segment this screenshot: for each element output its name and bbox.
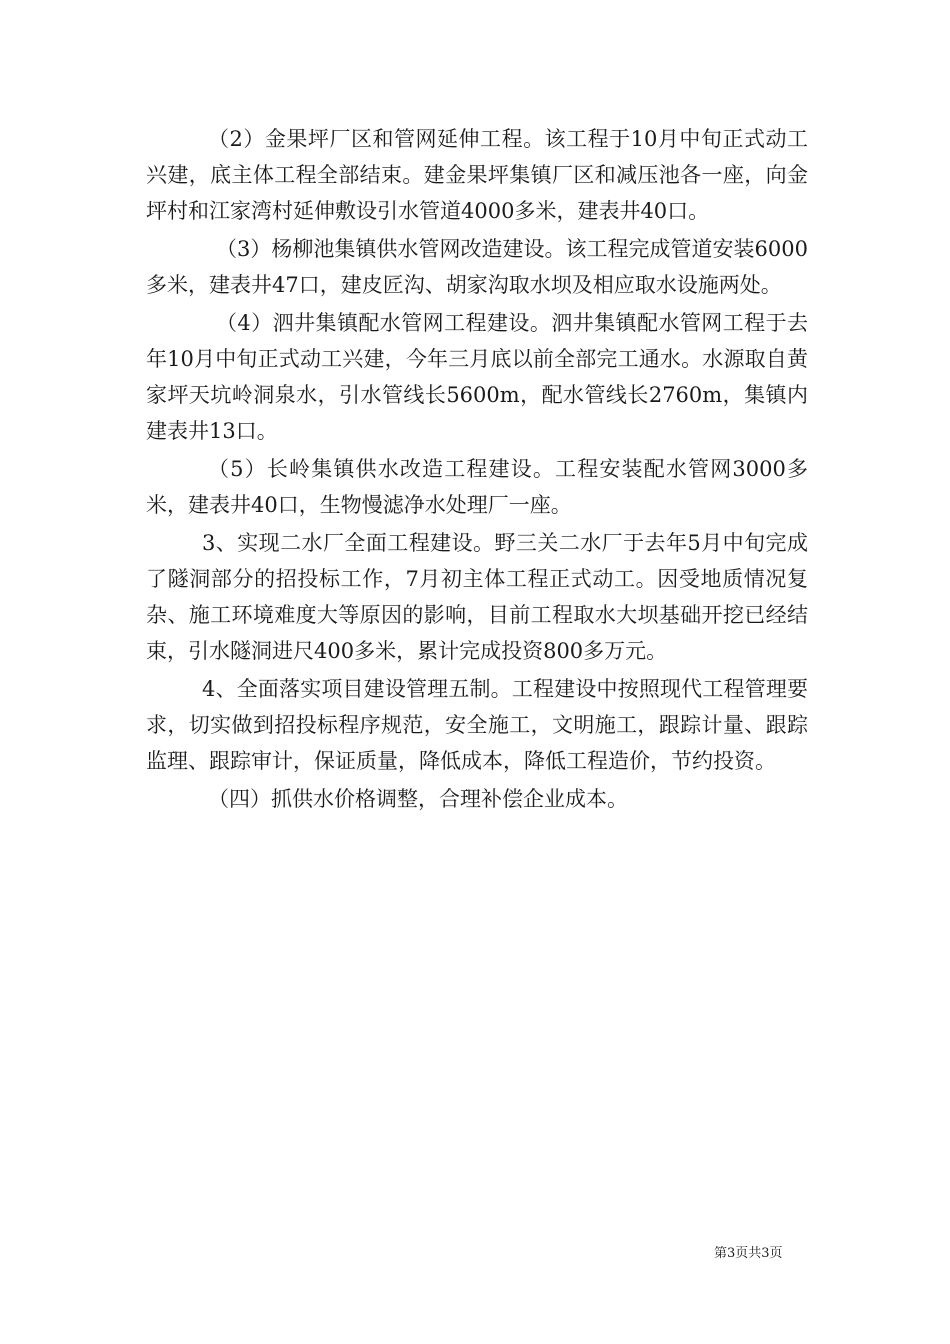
paragraph-yangliuchi-project: （3）杨柳池集镇供水管网改造建设。该工程完成管道安装6000多米，建表井47口，建皮匠沟、胡家沟取水坝及相应取水设施两处。: [146, 237, 808, 297]
paragraph-project-management: 4、全面落实项目建设管理五制。工程建设中按照现代工程管理要求，切实做到招投标程序规范，安全施工，文明施工，跟踪计量、跟踪监理、跟踪审计，保证质量，降低成本，降低工程造价，节约投资。: [146, 677, 808, 773]
paragraph-sijing-project: （4）泗井集镇配水管网工程建设。泗井集镇配水管网工程于去年10月中旬正式动工兴建，今年三月底以前全部完工通水。水源取自黄家坪天坑岭洞泉水，引水管线长5600m，配水管线长2760m，集镇内建表井13口。: [146, 311, 808, 443]
paragraph-jinguoping-project: （2）金果坪厂区和管网延伸工程。该工程于10月中旬正式动工兴建，底主体工程全部结束。建金果坪集镇厂区和减压池各一座，向金坪村和江家湾村延伸敷设引水管道4000多米，建表井40口。: [146, 127, 808, 223]
paragraph-second-water-plant: 3、实现二水厂全面工程建设。野三关二水厂于去年5月中旬完成了隧洞部分的招投标工作，7月初主体工程正式动工。因受地质情况复杂、施工环境难度大等原因的影响，目前工程取水大坝基础开挖已经结束，引水隧洞进尺400多米，累计完成投资800多万元。: [146, 531, 808, 663]
page-number: 第3页共3页: [714, 1246, 783, 1261]
document-body: [146, 121, 808, 819]
paragraph-water-price-heading: （四）抓供水价格调整，合理补偿企业成本。: [208, 787, 628, 811]
paragraph-changling-project: （5）长岭集镇供水改造工程建设。工程安装配水管网3000多米，建表井40口，生物慢滤净水处理厂一座。: [146, 457, 808, 517]
